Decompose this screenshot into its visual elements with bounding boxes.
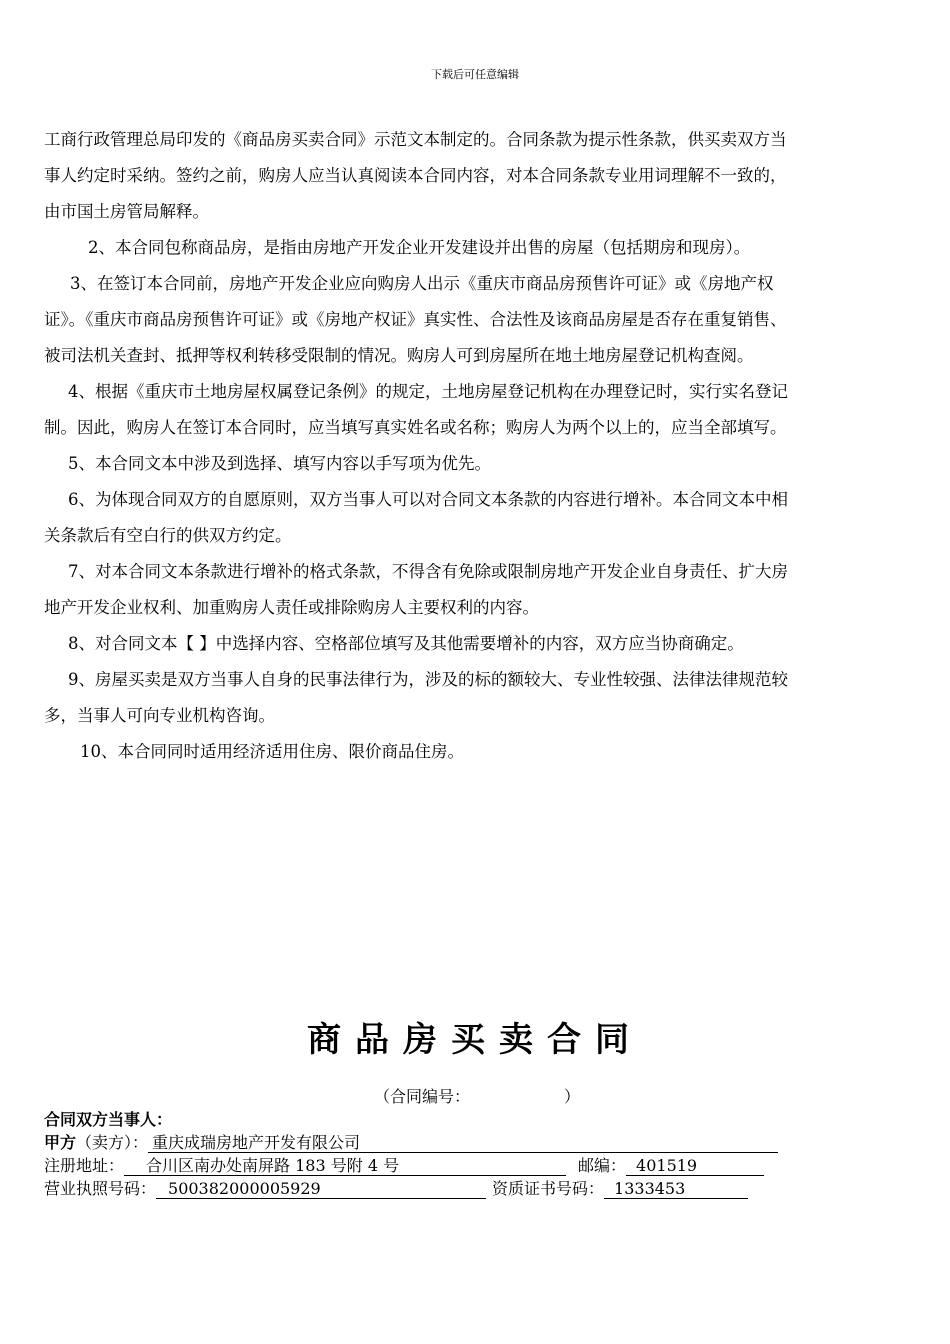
paragraph-line: 8、对合同文本【 】中选择内容、空格部位填写及其他需要增补的内容，双方应当协商确定。 (68, 634, 744, 653)
party-a-row (44, 1131, 778, 1154)
paragraph-line: 事人约定时采纳。签约之前，购房人应当认真阅读本合同内容，对本合同条款专业用词理解不一致的， (44, 166, 787, 185)
cert-field[interactable]: 1333453 (604, 1179, 748, 1199)
postcode-label: 邮编： (578, 1156, 627, 1175)
contract-number-label: （合同编号： (374, 1087, 471, 1106)
paragraph-line: 6、为体现合同双方的自愿原则，双方当事人可以对合同文本条款的内容进行增补。本合同文本中相 (68, 490, 788, 509)
paragraph-line: 2、本合同包称商品房，是指由房地产开发企业开发建设并出售的房屋（包括期房和现房）。 (88, 238, 751, 257)
paragraph-line: 5、本合同文本中涉及到选择、填写内容以手写项为优先。 (68, 454, 491, 473)
party-a-label: 甲方 (44, 1133, 77, 1152)
paragraph-line: 3、在签订本合同前，房地产开发企业应向购房人出示《重庆市商品房预售许可证》或《房地产权 (70, 274, 774, 293)
address-row (44, 1154, 778, 1177)
contract-number-close: ） (564, 1087, 581, 1106)
paragraph-line: 10、本合同同时适用经济适用住房、限价商品住房。 (80, 742, 464, 761)
party-a-role: （卖方）： (76, 1133, 149, 1152)
paragraph-line: 由市国土房管局解释。 (44, 202, 209, 221)
contract-notes-body (44, 122, 910, 770)
paragraph-line: 被司法机关查封、抵押等权利转移受限制的情况。购房人可到房屋所在地土地房屋登记机构查阅。 (44, 346, 754, 365)
license-label: 营业执照号码： (44, 1179, 157, 1198)
contract-number-line (374, 1084, 580, 1107)
address-field[interactable]: 合川区南办处南屏路 183 号附 4 号 (124, 1156, 566, 1176)
paragraph-line: 关条款后有空白行的供双方约定。 (44, 526, 292, 545)
paragraph-line: 地产开发企业权利、加重购房人责任或排除购房人主要权利的内容。 (44, 598, 539, 617)
paragraph-line: 多，当事人可向专业机构咨询。 (44, 706, 275, 725)
contract-parties (44, 1108, 778, 1200)
paragraph-line: 7、对本合同文本条款进行增补的格式条款，不得含有免除或限制房地产开发企业自身责任、扩大房 (68, 562, 788, 581)
page-header-note: 下载后可任意编辑 (431, 68, 519, 81)
paragraph-line: 9、房屋买卖是双方当事人自身的民事法律行为，涉及的标的额较大、专业性较强、法律法律规范较 (68, 670, 788, 689)
paragraph-line: 工商行政管理总局印发的《商品房买卖合同》示范文本制定的。合同条款为提示性条款，供买卖双方当 (44, 130, 787, 149)
address-label: 注册地址： (44, 1156, 125, 1175)
contract-title: 商品房买卖合同 (307, 1020, 643, 1060)
license-field[interactable]: 500382000005929 (156, 1179, 486, 1199)
party-a-name-field[interactable]: 重庆成瑞房地产开发有限公司 (148, 1133, 778, 1153)
parties-heading: 合同双方当事人： (44, 1110, 173, 1129)
postcode-field[interactable]: 401519 (626, 1156, 764, 1176)
cert-label: 资质证书号码： (492, 1179, 605, 1198)
paragraph-line: 制。因此，购房人在签订本合同时，应当填写真实姓名或名称；购房人为两个以上的，应当全部填写。 (44, 418, 787, 437)
paragraph-line: 证》。《重庆市商品房预售许可证》或《房地产权证》真实性、合法性及该商品房屋是否存在重复销售、 (44, 310, 787, 329)
license-row (44, 1177, 778, 1200)
paragraph-line: 4、根据《重庆市土地房屋权属登记条例》的规定，土地房屋登记机构在办理登记时，实行实名登记 (68, 382, 788, 401)
